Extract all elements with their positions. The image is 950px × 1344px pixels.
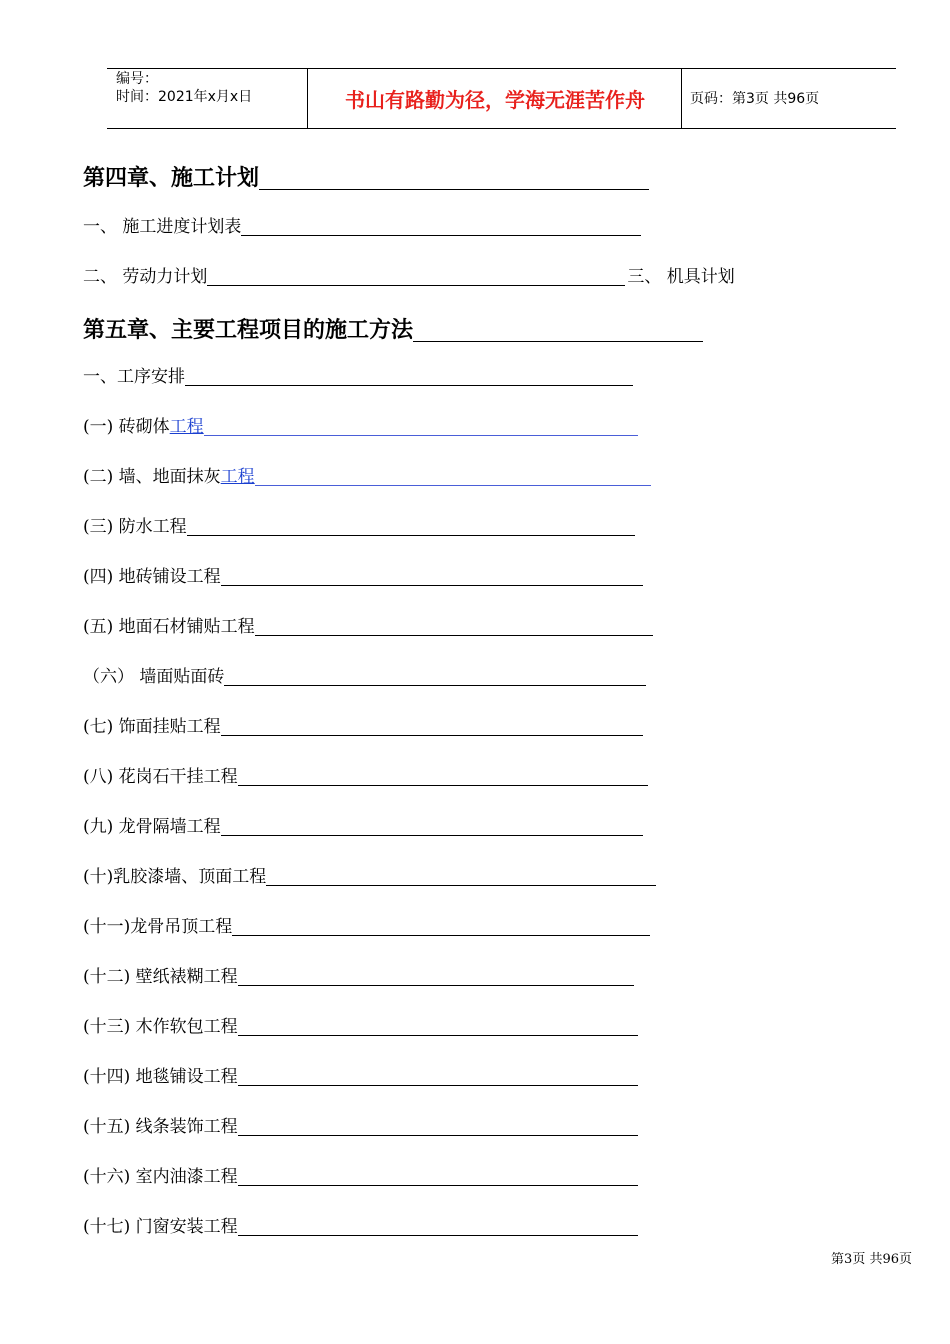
footer-page-number: 第3页 共96页: [831, 1252, 912, 1267]
toc-leader: [232, 935, 650, 936]
toc-item[interactable]: [83, 466, 651, 488]
toc-item[interactable]: [83, 566, 643, 588]
toc-leader: [238, 985, 634, 986]
toc-item-label: (十五) 线条装饰工程: [83, 1117, 238, 1137]
header-page-info: 页码：第3页 共96页: [690, 91, 820, 107]
toc-item[interactable]: [83, 616, 653, 638]
header-number-label: 编号：: [116, 71, 158, 87]
toc-item-label: (七) 饰面挂贴工程: [83, 717, 221, 737]
toc-chapter-5-title: 第五章、主要工程项目的施工方法: [83, 317, 414, 343]
toc-item-label: (九) 龙骨隔墙工程: [83, 817, 221, 837]
toc-item-label: (四) 地砖铺设工程: [83, 567, 221, 587]
toc-leader: [238, 785, 648, 786]
toc-leader: [221, 585, 643, 586]
toc-item[interactable]: [83, 666, 646, 688]
toc-item[interactable]: [83, 1166, 638, 1188]
header-time-label: 时间：2021年x月x日: [116, 89, 253, 105]
toc-item[interactable]: [83, 766, 648, 788]
toc-leader: [238, 1185, 638, 1186]
toc-item[interactable]: [83, 816, 643, 838]
toc-leader: [185, 385, 633, 386]
toc-item[interactable]: [83, 916, 650, 938]
toc-item-label: （六） 墙面贴面砖: [83, 667, 225, 687]
toc-item-label: (十六) 室内油漆工程: [83, 1167, 238, 1187]
header-top-border: [107, 68, 896, 69]
toc-leader: [238, 1135, 638, 1136]
toc-item-label: (十)乳胶漆墙、顶面工程: [83, 867, 267, 887]
toc-item[interactable]: [83, 1016, 638, 1038]
toc-leader: [413, 341, 703, 342]
toc-leader: [266, 885, 656, 886]
toc-item-label: (三) 防水工程: [83, 517, 187, 537]
toc-item[interactable]: [83, 416, 638, 438]
toc-leader: [207, 285, 625, 286]
toc-item[interactable]: [83, 216, 641, 238]
toc-item[interactable]: [83, 366, 633, 388]
toc-item-label: 一、 施工进度计划表: [83, 217, 242, 237]
toc-leader: [224, 685, 646, 686]
toc-item-label: (十四) 地毯铺设工程: [83, 1067, 238, 1087]
toc-chapter-4[interactable]: [83, 164, 649, 192]
toc-leader: [255, 485, 651, 486]
toc-leader: [238, 1235, 638, 1236]
toc-chapter-4-title: 第四章、施工计划: [83, 165, 260, 191]
toc-item[interactable]: [83, 716, 643, 738]
toc-item-label: (十三) 木作软包工程: [83, 1017, 238, 1037]
header-motto: 书山有路勤为径，学海无涯苦作舟: [345, 88, 645, 112]
toc-leader: [238, 1035, 638, 1036]
toc-item[interactable]: [83, 1066, 638, 1088]
toc-item-label: (十二) 壁纸裱糊工程: [83, 967, 238, 987]
toc-item-label: (十七) 门窗安装工程: [83, 1217, 238, 1237]
toc-leader: [221, 735, 643, 736]
toc-item[interactable]: [83, 966, 634, 988]
toc-item-label: 一、工序安排: [83, 367, 185, 387]
toc-item-label: (八) 花岗石干挂工程: [83, 767, 238, 787]
toc-item-label: (二) 墙、地面抹灰: [83, 467, 221, 487]
toc-leader: [238, 1085, 638, 1086]
toc-leader: [221, 835, 643, 836]
toc-chapter-5[interactable]: [83, 316, 703, 344]
toc-item-label: (五) 地面石材铺贴工程: [83, 617, 255, 637]
toc-leader: [255, 635, 653, 636]
toc-item-label: 二、 劳动力计划: [83, 267, 208, 287]
toc-leader: [259, 189, 649, 190]
toc-item[interactable]: [83, 866, 656, 888]
header-bottom-border: [107, 128, 896, 129]
toc-leader: [204, 435, 638, 436]
toc-item[interactable]: [83, 516, 635, 538]
toc-item-link[interactable]: 工程: [220, 467, 255, 487]
toc-item-link[interactable]: 工程: [169, 417, 204, 437]
toc-leader: [241, 235, 641, 236]
toc-item-extra[interactable]: 三、 机具计划: [627, 267, 735, 287]
toc-item[interactable]: [83, 266, 735, 288]
toc-item-label: (一) 砖砌体: [83, 417, 170, 437]
toc-leader: [187, 535, 635, 536]
toc-item-label: (十一)龙骨吊顶工程: [83, 917, 233, 937]
toc-item[interactable]: [83, 1216, 638, 1238]
toc-item[interactable]: [83, 1116, 638, 1138]
